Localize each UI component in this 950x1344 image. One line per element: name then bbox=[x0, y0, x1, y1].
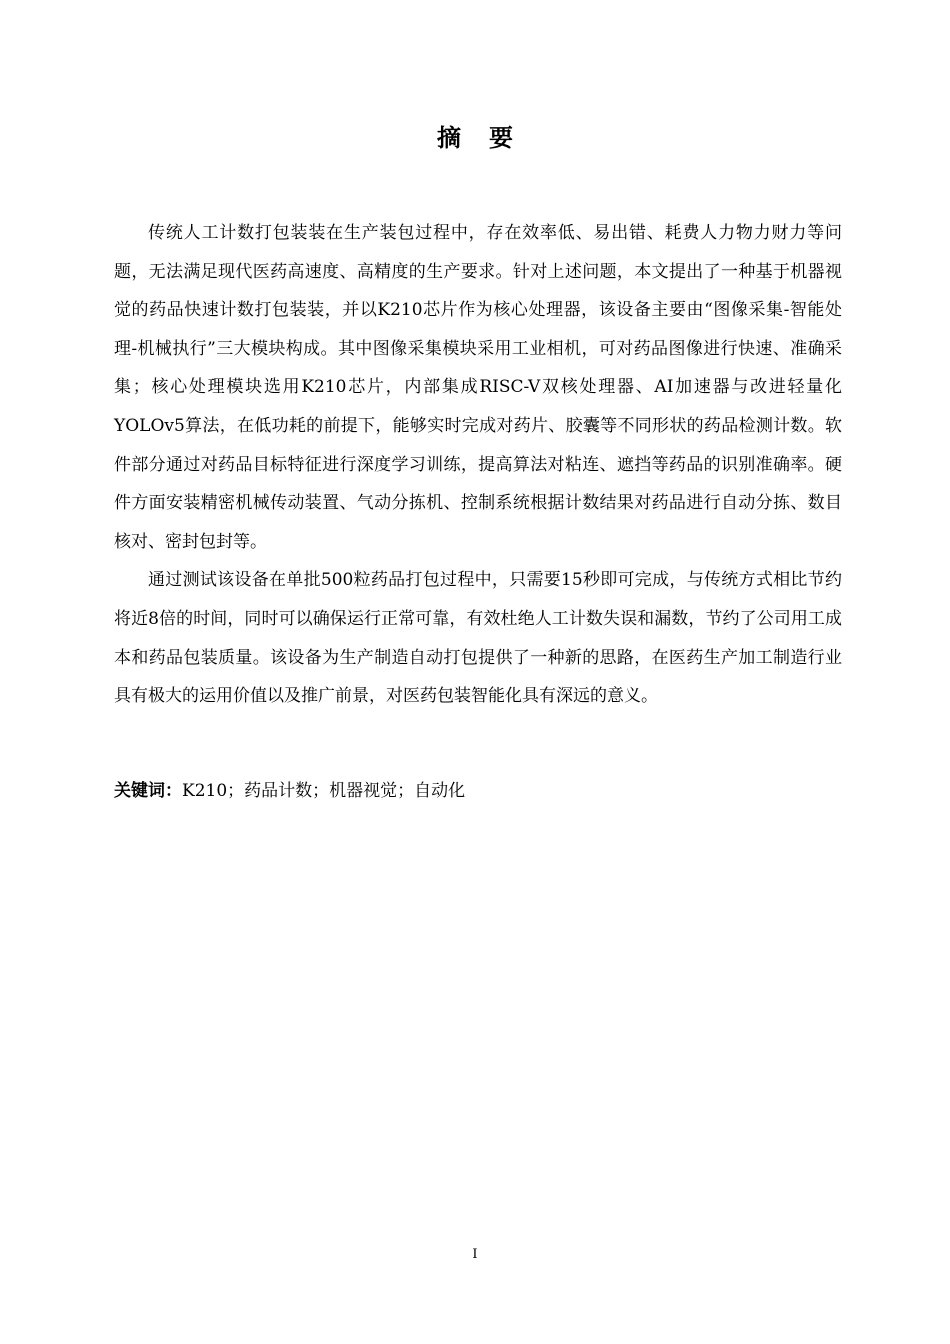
keywords-value: K210；药品计数；机器视觉；自动化 bbox=[182, 781, 466, 801]
abstract-paragraph-2: 通过测试该设备在单批500粒药品打包过程中，只需要15秒即可完成，与传统方式相比节约将近8倍的时间，同时可以确保运行正常可靠，有效杜绝人工计数失误和漏数，节约了公司用工成本和药品包装质量。该设备为生产制造自动打包提供了一种新的思路，在医药生产加工制造行业具有极大的运用价值以及推广前景，对医药包装智能化具有深远的意义。 bbox=[114, 570, 842, 707]
keywords-label: 关键词： bbox=[114, 781, 182, 801]
abstract-heading bbox=[0, 120, 950, 156]
heading-char-2: 要 bbox=[489, 124, 513, 152]
abstract-body bbox=[114, 214, 842, 716]
heading-char-1: 摘 bbox=[437, 124, 461, 152]
keywords-line bbox=[114, 774, 842, 808]
abstract-paragraph-1: 传统人工计数打包装装在生产装包过程中，存在效率低、易出错、耗费人力物力财力等问题，无法满足现代医药高速度、高精度的生产要求。针对上述问题，本文提出了一种基于机器视觉的药品快速计数打包装装，并以K210芯片作为核心处理器，该设备主要由“图像采集-智能处理-机械执行”三大模块构成。其中图像采集模块采用工业相机，可对药品图像进行快速、准确采集；核心处理模块选用K210芯片，内部集成RISC-V双核处理器、AI加速器与改进轻量化YOLOv5算法，在低功耗的前提下，能够实时完成对药片、胶囊等不同形状的药品检测计数。软件部分通过对药品目标特征进行深度学习训练，提高算法对粘连、遮挡等药品的识别准确率。硬件方面安装精密机械传动装置、气动分拣机、控制系统根据计数结果对药品进行自动分拣、数目核对、密封包封等。 bbox=[114, 223, 842, 552]
page-number: I bbox=[472, 1247, 478, 1262]
